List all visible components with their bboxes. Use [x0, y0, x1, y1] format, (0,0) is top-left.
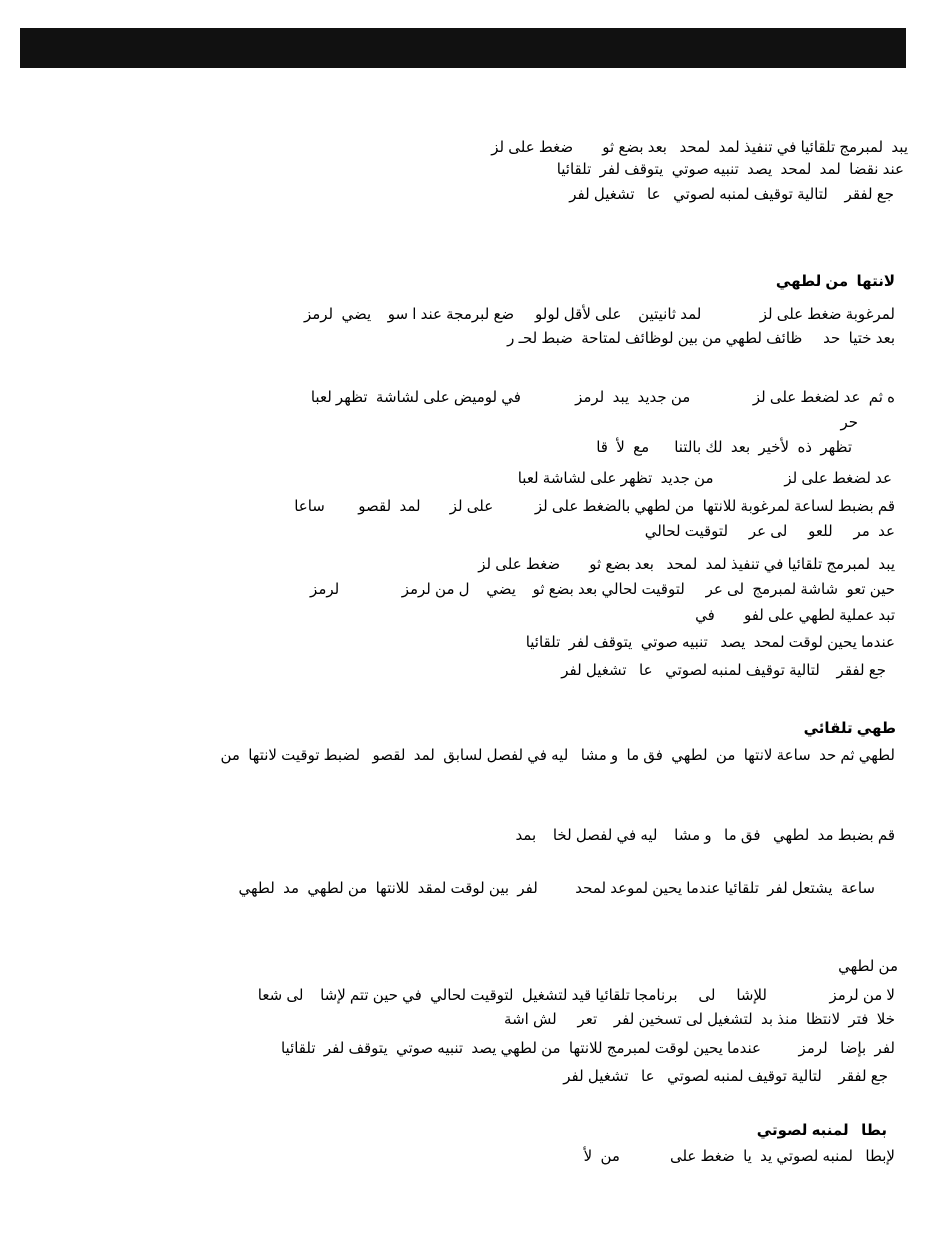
- text-line: جع لفقر لتالية توقيف لمنبه لصوتي عا تشغيل لفر: [569, 186, 894, 203]
- text-line: قم بضبط لساعة لمرغوبة للانتها من لطهي بالضغط على لز على لز لمد لقصو ساعا: [294, 498, 895, 515]
- section-heading: من لطهي: [838, 958, 898, 975]
- text-line: ساعة يشتعل لفر تلقائيا عندما يحين لموعد لمحد لفر بين لوقت لمقد للانتها من لطهي مد لطهي: [238, 880, 875, 897]
- text-line: خلا فتر لانتظا منذ بد لتشغيل لى تسخين لفر تعر لش اشة: [504, 1011, 895, 1028]
- text-line: جع لفقر لتالية توقيف لمنبه لصوتي عا تشغيل لفر: [561, 662, 886, 679]
- section-heading: طهي تلقائي: [803, 720, 896, 737]
- text-line: لمرغوبة ضغط على لز لمد ثانيتين على لأقل لولو ضع لبرمجة عند ا سو يضي لرمز: [303, 306, 895, 323]
- text-line: عد مر للعو لى عر لتوقيت لحالي: [644, 523, 895, 540]
- text-line: بعد ختيا حد ظائف لطهي من بين لوظائف لمتاحة ضبط لحـ ر: [507, 330, 895, 347]
- text-line: لفر بإضا لرمز عندما يحين لوقت لمبرمج للانتها من لطهي يصد تنبيه صوتي يتوقف لفر تلقائيا: [280, 1040, 895, 1057]
- text-line: جع لفقر لتالية توقيف لمنبه لصوتي عا تشغيل لفر: [563, 1068, 888, 1085]
- text-line: لطهي ثم حد ساعة لانتها من لطهي فق ما و مشا ليه في لفصل لسابق لمد لقصو لضبط توقيت لانتها من: [220, 747, 895, 764]
- text-line: عند نقضا لمد لمحد يصد تنبيه صوتي يتوقف لفر تلقائيا: [556, 161, 904, 178]
- text-line: ه ثم عد لضغط على لز من جديد يبد لرمز في لوميض على لشاشة تظهر لعبا: [310, 389, 895, 406]
- text-line: عد لضغط على لز من جديد تظهر على لشاشة لعبا: [517, 470, 892, 487]
- text-line: حين تعو شاشة لمبرمج لى عر لتوقيت لحالي بعد بضع ثو يضي ل من لرمز لرمز: [310, 581, 895, 598]
- text-line: قم بضبط مد لطهي فق ما و مشا ليه في لفصل لخا بمد: [515, 827, 895, 844]
- text-line: لا من لرمز للإشا لى برنامجا تلقائيا قيد لتشغيل لتوقيت لحالي في حين تتم لإشا لى شعا: [257, 987, 895, 1004]
- section-heading: لانتها من لطهي: [775, 273, 895, 290]
- text-line: تظهر ذه لأخير بعد لك بالتنا مع لأ قا: [596, 439, 852, 456]
- text-line: تبد عملية لطهي على لفو في: [695, 607, 895, 624]
- text-line: يبد لمبرمج تلقائيا في تنفيذ لمد لمحد بعد بضع ثو ضغط على لز: [478, 556, 895, 573]
- text-line: حر: [840, 414, 858, 431]
- header-bar: [20, 28, 906, 68]
- text-line: عندما يحين لوقت لمحد يصد تنبيه صوتي يتوقف لفر تلقائيا: [525, 634, 895, 651]
- text-line: لإبطا لمنبه لصوتي يد يا ضغط على من لأ: [583, 1148, 895, 1165]
- text-line: يبد لمبرمج تلقائيا في تنفيذ لمد لمحد بعد بضع ثو ضغط على لز: [491, 139, 908, 156]
- section-heading: بطا لمنبه لصوتي: [756, 1122, 887, 1139]
